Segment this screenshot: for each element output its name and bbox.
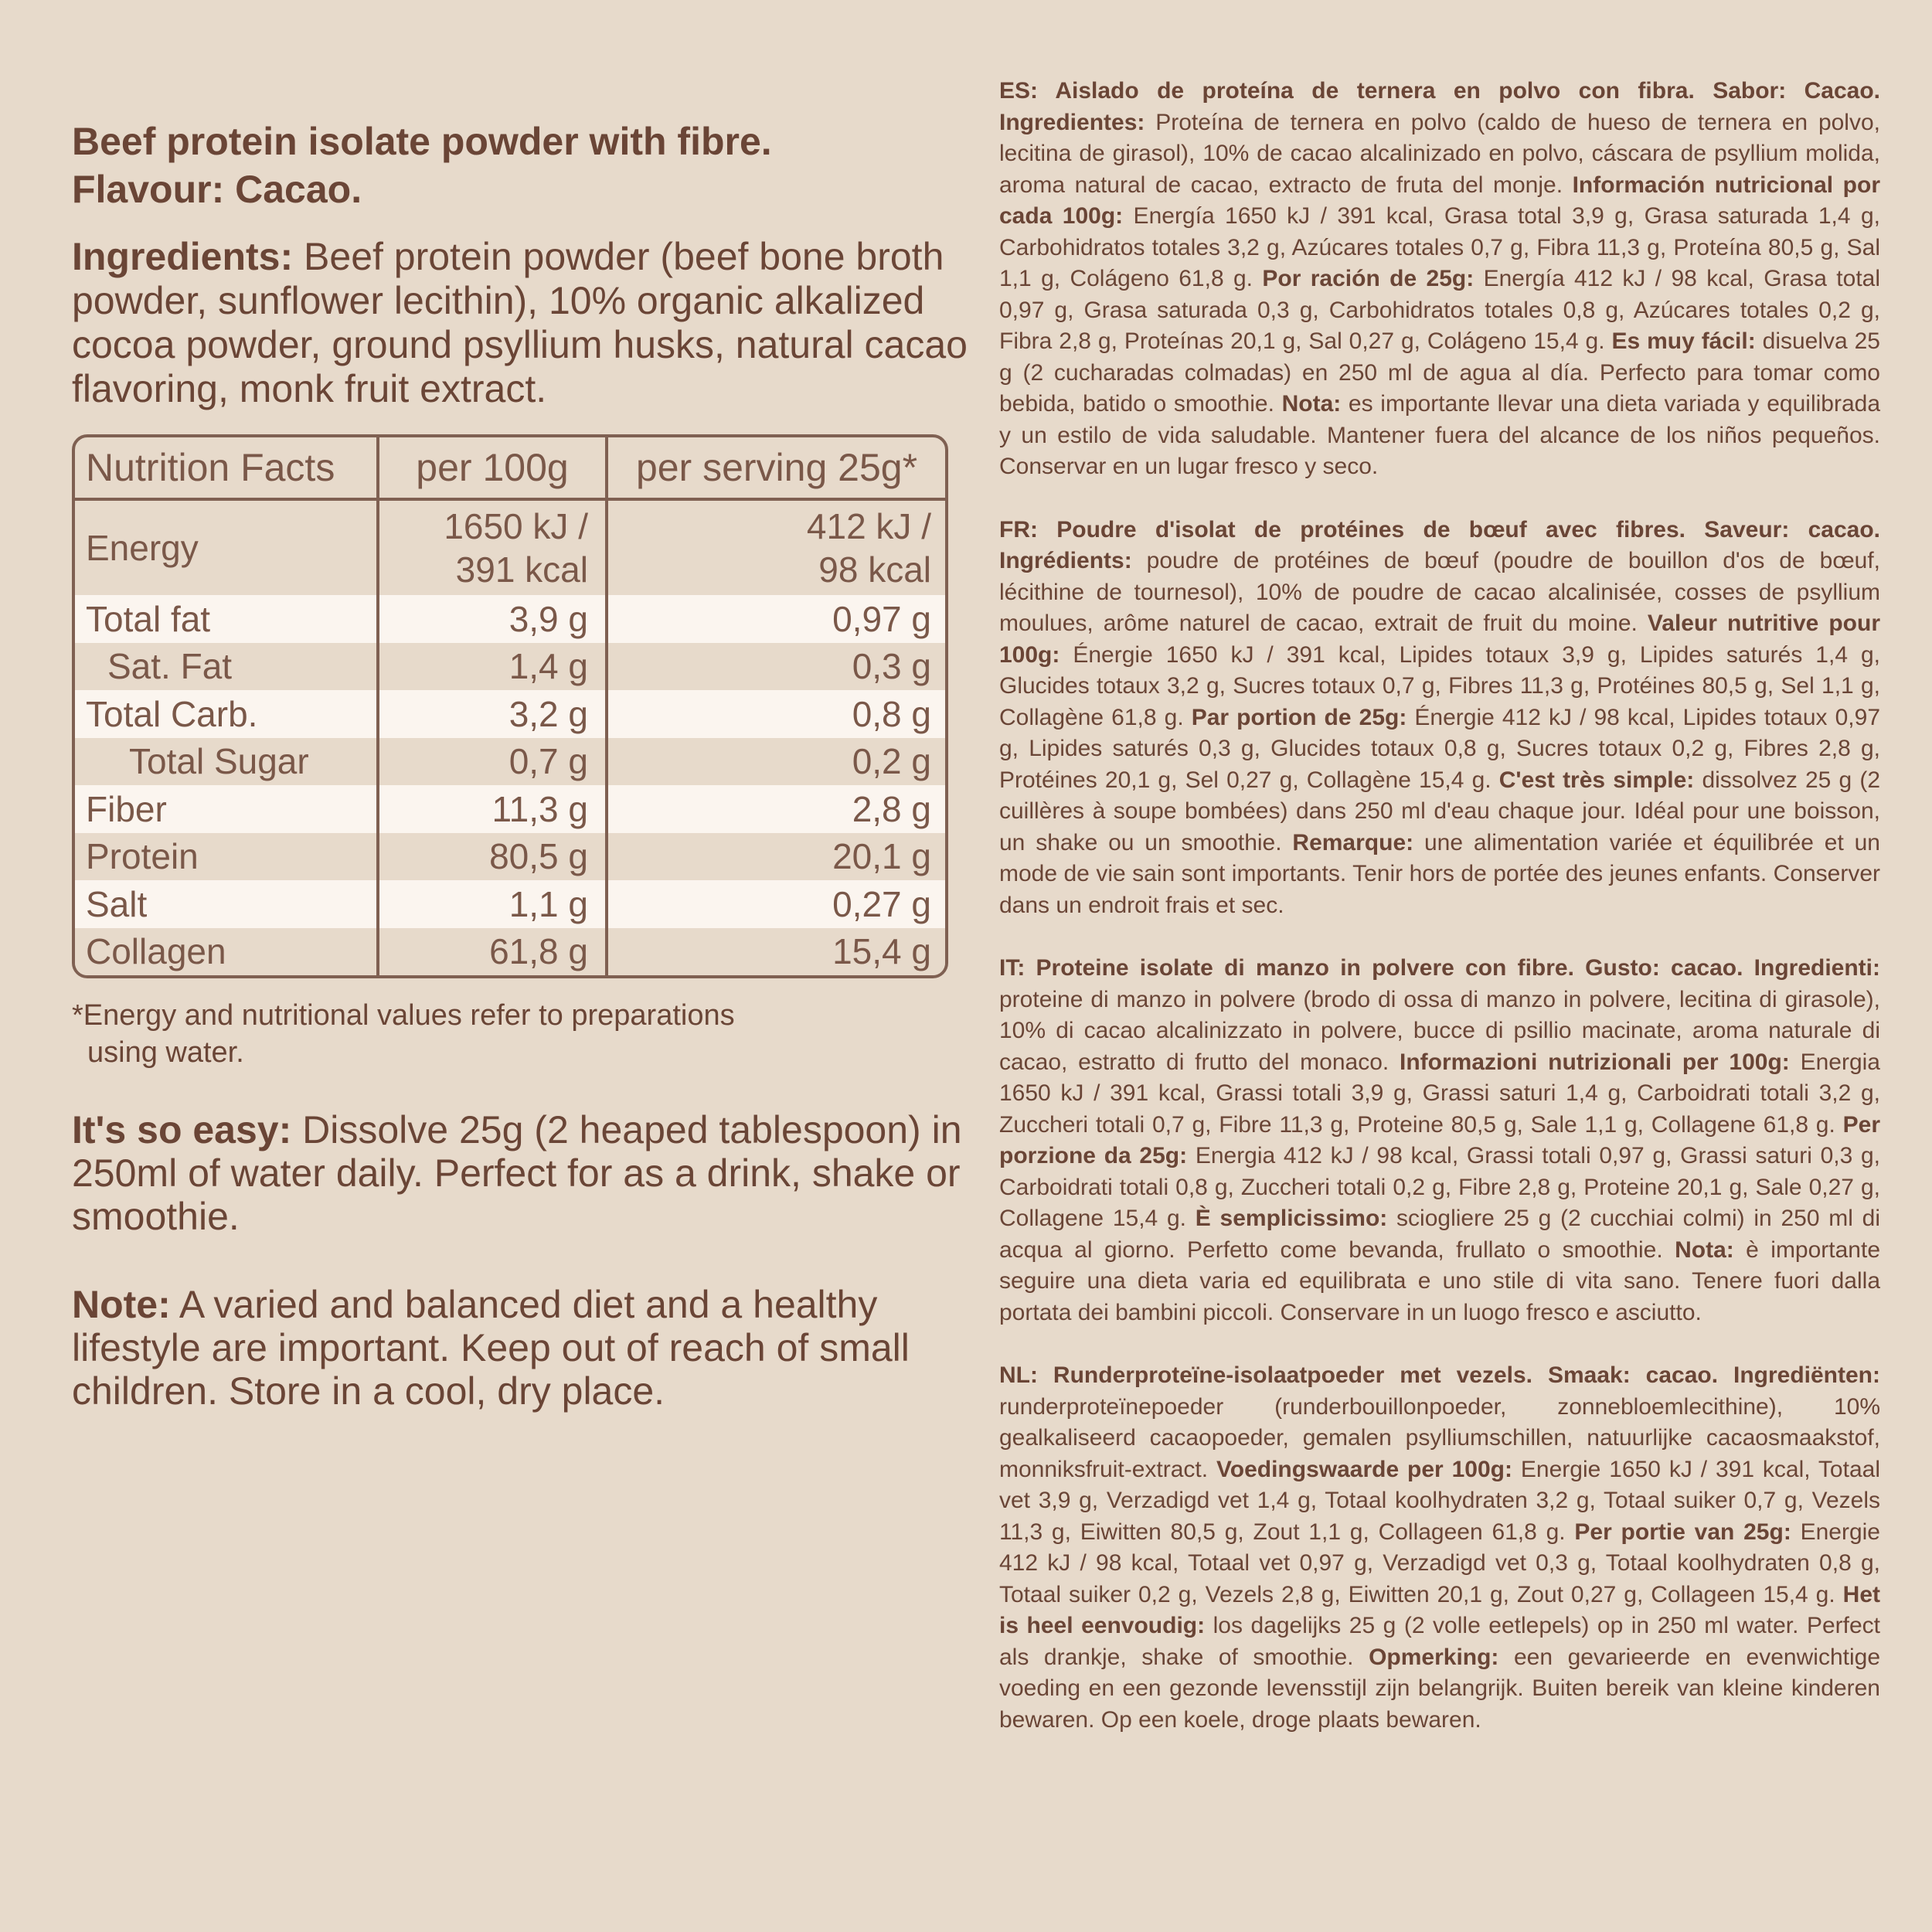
text-segment: runderproteïnepoeder (runderbouillonpoeder, zonnebloemlecithine), 10% gealkaliseerd cacaopoeder, gemalen psylliumschillen, natuurlijke cacaosmaakstof, monniksfruit-extract. (999, 1393, 1880, 1482)
text-segment: poudre de protéines de bœuf (poudre de bouillon d'os de bœuf, lécithine de tournesol), 10% de poudre de cacao alcalinisée, cosses de psyllium moulues, arôme naturel de cacao, extrait de fruit du moine. (999, 548, 1880, 636)
italian-paragraph (999, 953, 1880, 1328)
row-per-100g: 1,4 g (376, 643, 605, 691)
row-per-100g: 3,9 g (376, 595, 605, 643)
bold-segment: Per portie van 25g: (1574, 1519, 1791, 1545)
row-per-serving: 0,8 g (605, 690, 945, 738)
energy-per-serving-kcal: 98 kcal (818, 549, 931, 590)
note-paragraph (72, 1283, 968, 1413)
table-row (75, 595, 945, 643)
french-paragraph (999, 515, 1880, 922)
title-line-1: Beef protein isolate powder with fibre. (72, 120, 772, 163)
bold-segment: Nota: (1281, 391, 1342, 417)
text-segment: proteine di manzo in polvere (brodo di ossa di manzo in polvere, lecitina di girasole), 10% di cacao alcalinizzato in polvere, bucce di psillio macinate, aroma naturale di cacao, estratto di frutto del monaco. (999, 986, 1880, 1075)
bold-segment: Het is heel eenvoudig: (999, 1581, 1880, 1638)
bold-segment: Valeur nutritive pour 100g: (999, 611, 1880, 668)
row-per-100g: 11,3 g (376, 785, 605, 833)
row-per-serving: 0,2 g (605, 738, 945, 786)
usage-label: It's so easy: (72, 1108, 292, 1151)
table-row (75, 643, 945, 691)
row-per-serving: 0,3 g (605, 643, 945, 691)
text-segment: Energía 1650 kJ / 391 kcal, Grasa total 3,9 g, Grasa saturada 1,4 g, Carbohidratos totales 3,2 g, Azúcares totales 0,7 g, Fibra 11,3 g, Proteína 80,5 g, Sal 1,1 g, Colágeno 61,8 g. (999, 203, 1880, 291)
text-segment: è importante seguire una dieta varia ed equilibrata e uno stile di vita sano. Tenere fuori dalla portata dei bambini piccoli. Conservare in un luogo fresco e asciutto. (999, 1236, 1881, 1325)
table-row-energy (75, 501, 945, 595)
nutrition-facts-table (72, 434, 948, 978)
table-row (75, 785, 945, 833)
table-row (75, 833, 945, 881)
bold-segment: Per porzione da 25g: (999, 1111, 1880, 1168)
text-segment: une alimentation variée et équilibrée et un mode de vie sain sont importants. Tenir hors de portée des jeunes enfants. Conserver dans un endroit frais et sec. (999, 829, 1880, 918)
header-per-serving: per serving 25g* (605, 437, 945, 498)
row-per-100g: 0,7 g (376, 738, 605, 786)
row-per-serving: 20,1 g (605, 833, 945, 881)
row-label: Total Sugar (129, 741, 309, 782)
translations-section (999, 76, 1880, 1736)
row-per-100g: 61,8 g (376, 928, 605, 976)
ingredients-label: Ingredients: (72, 235, 294, 278)
row-label: Collagen (86, 931, 226, 972)
energy-per-serving (605, 501, 945, 595)
text-segment: Proteína de ternera en polvo (caldo de hueso de ternera en polvo, lecitina de girasol), 10% de cacao alcalinizado en polvo, cáscara de psyllium molida, aroma natural de cacao, extracto de fruta del monje. (999, 109, 1880, 198)
energy-per-100g-kcal: 391 kcal (455, 549, 588, 590)
text-segment: een gevarieerde en evenwichtige voeding en een gezonde levensstijl zijn belangrijk. Buiten bereik van kleine kinderen bewaren. Op een koele, droge plaats bewaren. (999, 1644, 1880, 1733)
energy-per-serving-kj: 412 kJ / (806, 506, 931, 546)
text-segment: sciogliere 25 g (2 cucchiai colmi) in 250 ml di acqua al giorno. Perfetto come bevanda, frullato o smoothie. (999, 1206, 1880, 1263)
header-per-100g: per 100g (376, 437, 605, 498)
text-segment: dissolvez 25 g (2 cuillères à soupe bombées) dans 250 ml d'eau chaque jour. Idéal pour une boisson, un shake ou un smoothie. (999, 767, 1880, 855)
dutch-paragraph (999, 1360, 1880, 1736)
row-per-serving: 0,27 g (605, 880, 945, 928)
bold-segment: Informazioni nutrizionali per 100g: (1400, 1049, 1790, 1075)
bold-segment: IT: Proteine isolate di manzo in polvere con fibre. Gusto: cacao. Ingredienti: (999, 955, 1880, 981)
table-row (75, 928, 945, 976)
title-line-2: Flavour: Cacao. (72, 168, 362, 211)
text-segment: disuelva 25 g (2 cucharadas colmadas) en 250 ml de agua al día. Perfecto para tomar como bebida, batido o smoothie. (999, 328, 1880, 417)
bold-segment: Es muy fácil: (1611, 328, 1756, 354)
row-label: Total fat (86, 598, 211, 639)
bold-segment: Voedingswaarde per 100g: (1216, 1456, 1512, 1482)
product-title (72, 117, 968, 213)
row-label: Energy (86, 528, 199, 568)
text-segment: Energia 1650 kJ / 391 kcal, Grassi totali 3,9 g, Grassi saturi 1,4 g, Carboidrati totali 3,2 g, Zuccheri totali 0,7 g, Fibre 11,3 g, Proteine 80,5 g, Sale 1,1 g, Collagene 61,8 g. (999, 1049, 1880, 1138)
text-segment: Energía 412 kJ / 98 kcal, Grasa total 0,97 g, Grasa saturada 0,3 g, Carbohidratos totales 0,8 g, Azúcares totales 0,2 g, Fibra 2,8 g, Proteínas 20,1 g, Sal 0,27 g, Colágeno 15,4 g. (999, 266, 1880, 354)
text-segment: Énergie 412 kJ / 98 kcal, Lipides totaux 0,97 g, Lipides saturés 0,3 g, Glucides totaux 0,8 g, Sucres totaux 0,2 g, Fibres 2,8 g, Protéines 20,1 g, Sel 0,27 g, Collagène 15,4 g. (999, 704, 1881, 793)
bold-segment: NL: Runderproteïne-isolaatpoeder met vezels. Smaak: cacao. Ingrediënten: (999, 1362, 1880, 1388)
table-row (75, 738, 945, 786)
bold-segment: ES: Aislado de proteína de ternera en polvo con fibra. Sabor: Cacao. Ingredientes: (999, 78, 1880, 135)
note-text: A varied and balanced diet and a healthy lifestyle are important. Keep out of reach of small children. Store in a cool, dry place. (72, 1283, 910, 1413)
text-segment: Énergie 1650 kJ / 391 kcal, Lipides totaux 3,9 g, Lipides saturés 1,4 g, Glucides totaux 3,2 g, Sucres totaux 0,7 g, Fibres 11,3 g, Protéines 80,5 g, Sel 1,1 g, Collagène 61,8 g. (999, 641, 1880, 730)
row-label: Salt (86, 883, 148, 924)
bold-segment: Par portion de 25g: (1191, 704, 1407, 730)
footnote-line-2: using water. (87, 1036, 244, 1069)
header-nutrition-facts: Nutrition Facts (86, 446, 335, 489)
row-per-serving: 2,8 g (605, 785, 945, 833)
bold-segment: C'est très simple: (1498, 767, 1695, 793)
english-section (72, 117, 968, 1413)
text-segment: los dagelijks 25 g (2 volle eetlepels) op in 250 ml water. Perfect als drankje, shake of smoothie. (999, 1613, 1880, 1670)
usage-paragraph (72, 1108, 968, 1238)
row-label: Total Carb. (86, 693, 258, 734)
table-header-row (75, 437, 945, 501)
text-segment: Energie 412 kJ / 98 kcal, Totaal vet 0,97 g, Verzadigd vet 0,3 g, Totaal koolhydraten 0,8 g, Totaal suiker 0,2 g, Vezels 2,8 g, Eiwitten 20,1 g, Zout 0,27 g, Collageen 15,4 g. (999, 1519, 1880, 1607)
bold-segment: Remarque: (1292, 829, 1414, 855)
usage-text: Dissolve 25g (2 heaped tablespoon) in 250ml of water daily. Perfect for as a drink, shake or smoothie. (72, 1108, 962, 1238)
row-label: Sat. Fat (107, 646, 233, 687)
bold-segment: È semplicissimo: (1195, 1206, 1388, 1231)
table-footnote (72, 997, 968, 1071)
row-per-serving: 0,97 g (605, 595, 945, 643)
table-row (75, 880, 945, 928)
text-segment: Energie 1650 kJ / 391 kcal, Totaal vet 3,9 g, Verzadigd vet 1,4 g, Totaal koolhydraten 3,2 g, Totaal suiker 0,7 g, Vezels 11,3 g, Eiwitten 80,5 g, Zout 1,1 g, Collageen 61,8 g. (999, 1456, 1880, 1545)
text-segment: es importante llevar una dieta variada y equilibrada y un estilo de vida saludable. Mantener fuera del alcance de los niños pequeños. Conservar en un lugar fresco y seco. (999, 391, 1880, 479)
energy-per-100g (376, 501, 605, 595)
bold-segment: Nota: (1675, 1236, 1734, 1263)
bold-segment: Por ración de 25g: (1262, 266, 1475, 291)
ingredients-text: Beef protein powder (beef bone broth powder, sunflower lecithin), 10% organic alkalized cocoa powder, ground psyllium husks, natural cacao flavoring, monk fruit extract. (72, 235, 968, 410)
spanish-paragraph (999, 76, 1880, 483)
bold-segment: Opmerking: (1369, 1644, 1499, 1670)
row-per-100g: 80,5 g (376, 833, 605, 881)
row-per-100g: 1,1 g (376, 880, 605, 928)
row-label: Fiber (86, 788, 167, 829)
row-per-serving: 15,4 g (605, 928, 945, 976)
bold-segment: Información nutricional por cada 100g: (999, 172, 1881, 229)
text-segment: Energia 412 kJ / 98 kcal, Grassi totali 0,97 g, Grassi saturi 0,3 g, Carboidrati totali 0,8 g, Zuccheri totali 0,2 g, Fibre 2,8 g, Proteine 20,1 g, Sale 0,27 g, Collagene 15,4 g. (999, 1143, 1881, 1231)
table-row (75, 690, 945, 738)
energy-per-100g-kj: 1650 kJ / (444, 506, 588, 546)
footnote-line-1: *Energy and nutritional values refer to preparations (72, 999, 735, 1032)
row-per-100g: 3,2 g (376, 690, 605, 738)
ingredients-paragraph (72, 235, 968, 411)
note-label: Note: (72, 1283, 171, 1326)
bold-segment: FR: Poudre d'isolat de protéines de bœuf avec fibres. Saveur: cacao. Ingrédients: (999, 516, 1880, 573)
row-label: Protein (86, 836, 199, 877)
